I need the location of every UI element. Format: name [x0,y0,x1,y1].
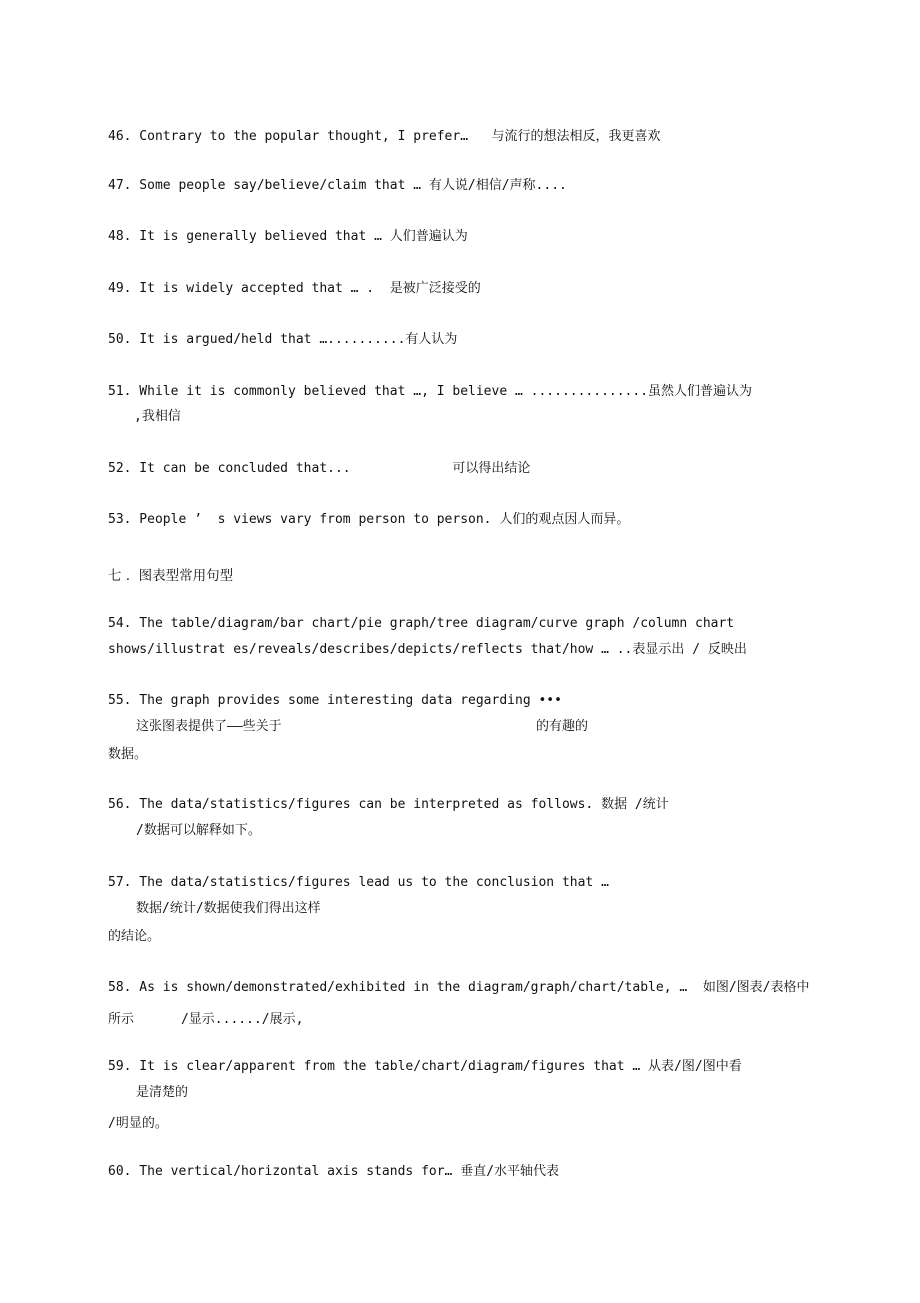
item-48-line-1: 48. It is generally believed that … 人们普遍认为 [108,229,468,244]
section-7-heading: 七 . 图表型常用句型 [108,568,234,584]
item-55-line-1: 55. The graph provides some interesting data regarding ••• [108,693,562,708]
item-51-line-2: ,我相信 [134,409,181,424]
item-59-line-2: 是清楚的 [136,1085,189,1100]
item-60-line-1: 60. The vertical/horizontal axis stands for… 垂直/水平轴代表 [108,1164,560,1179]
item-57-line-3: 的结论。 [108,929,161,944]
item-55-line-3: 数据。 [108,747,148,762]
item-53-line-1: 53. People ’ s views vary from person to person. 人们的观点因人而异。 [108,512,630,527]
item-58-line-2: 所示 /显示....../展示, [108,1012,304,1027]
item-58-line-1: 58. As is shown/demonstrated/exhibited in the diagram/graph/chart/table, … 如图/图表/表格中 [108,980,810,995]
item-56-line-2: /数据可以解释如下。 [136,823,261,838]
item-59-line-3: /明显的。 [108,1116,168,1131]
item-54-line-2: shows/illustrat es/reveals/describes/depicts/reflects that/how … ..表显示出 / 反映出 [108,642,747,657]
item-54-line-1: 54. The table/diagram/bar chart/pie graph/tree diagram/curve graph /column chart [108,616,735,631]
item-55-line-2a: 这张图表提供了——些关于 [136,719,282,734]
item-51-line-1: 51. While it is commonly believed that …, I believe … ...............虽然人们普遍认为 [108,384,753,399]
item-47-line-1: 47. Some people say/believe/claim that … 有人说/相信/声称.... [108,178,567,193]
item-56-line-1: 56. The data/statistics/figures can be interpreted as follows. 数据 /统计 [108,797,669,812]
item-55-line-2b: 的有趣的 [536,719,589,734]
item-57-line-1: 57. The data/statistics/figures lead us to the conclusion that … [108,875,609,890]
item-52-line-1: 52. It can be concluded that... 可以得出结论 [108,461,531,476]
item-57-line-2: 数据/统计/数据使我们得出这样 [136,901,321,916]
item-50-line-1: 50. It is argued/held that …..........有人认为 [108,332,458,347]
item-46-line-1: 46. Contrary to the popular thought, I prefer… 与流行的想法相反，我更喜欢 [108,129,661,144]
item-59-line-1: 59. It is clear/apparent from the table/chart/diagram/figures that … 从表/图/图中看 [108,1059,742,1074]
item-49-line-1: 49. It is widely accepted that … . 是被广泛接受的 [108,281,481,296]
